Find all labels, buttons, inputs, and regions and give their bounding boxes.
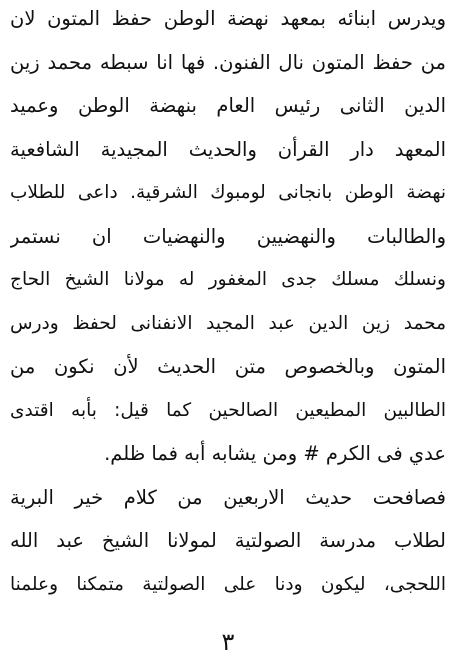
text-line: نهضة الوطن بانجانى لومبوك الشرقية. داعى للطلاب xyxy=(10,182,446,203)
text-line: المتون وبالخصوص متن الحديث لأن نكون من xyxy=(10,355,446,378)
page-number: ٣ xyxy=(221,628,235,656)
text-line: الطالبين المطيعين الصالحين كما قيل: بأبه اقتدى xyxy=(10,400,446,421)
text-line: من حفظ المتون نال الفنون. فها انا سبطه محمد زين xyxy=(10,51,446,74)
text-line: المعهد دار القرأن والحديث المجيدية الشافعية xyxy=(10,138,446,161)
text-line: محمد زين الدين عبد المجيد الانفنانى لحفظ ودرس xyxy=(10,313,446,334)
text-line: والطالبات والنهضيين والنهضيات ان نستمر xyxy=(10,225,446,248)
text-line: عدي فى الكرم # ومن يشابه أبه فما ظلم. xyxy=(104,442,446,465)
text-line: فصافحت حديث الاربعين من كلام خير البرية xyxy=(10,486,446,509)
text-line: ويدرس ابنائه بمعهد نهضة الوطن حفظ المتون لان xyxy=(10,7,446,30)
text-line: الدين الثانى رئيس العام بنهضة الوطن وعميد xyxy=(10,94,446,117)
text-line: اللحجى، ليكون ودنا على الصولتية متمكنا وعلمنا xyxy=(10,574,446,595)
text-line: ونسلك مسلك جدى المغفور له مولانا الشيخ الحاج xyxy=(10,269,446,290)
text-line: لطلاب مدرسة الصولتية لمولانا الشيخ عبد الله xyxy=(10,529,446,552)
